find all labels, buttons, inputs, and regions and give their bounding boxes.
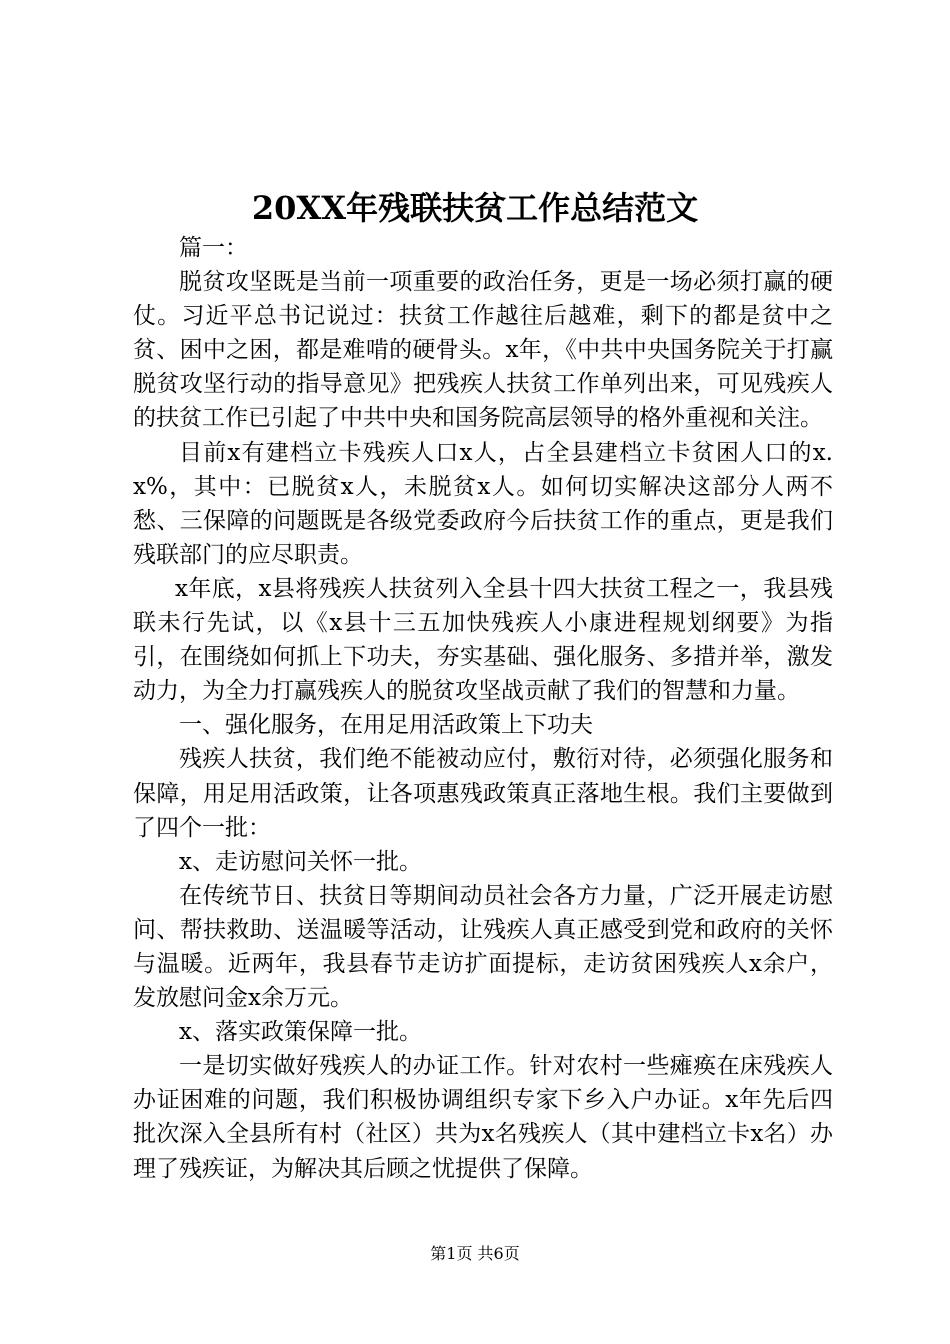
paragraph: 脱贫攻坚既是当前一项重要的政治任务，更是一场必须打赢的硬仗。习近平总书记说过：扶贫工作越往后越难，剩下的都是贫中之贫、困中之困，都是难啃的硬骨头。x年，《中共中央国务院关于打赢脱贫攻坚行动的指导意见》把残疾人扶贫工作单列出来，可见残疾人的扶贫工作已引起了中共中央和国务院高层领导的格外重视和关注。	[133, 269, 833, 432]
section-heading: 一、强化服务，在用足用活政策上下功夫	[179, 712, 593, 739]
subsection-heading: x、走访慰问关怀一批。	[179, 848, 422, 875]
section-label: 篇一：	[179, 235, 248, 261]
paragraph: 一是切实做好残疾人的办证工作。针对农村一些瘫痪在床残疾人办证困难的问题，我们积极协调组织专家下乡入户办证。x年先后四批次深入全县所有村（社区）共为x名残疾人（其中建档立卡x名）办理了残疾证，为解决其后顾之忧提供了保障。	[133, 1053, 833, 1182]
document-title: 20XX年残联扶贫工作总结范文	[251, 189, 699, 227]
paragraph: 残疾人扶贫，我们绝不能被动应付，敷衍对待，必须强化服务和保障，用足用活政策，让各项惠残政策真正落地生根。我们主要做到了四个一批：	[133, 746, 833, 841]
paragraph: x年底，x县将残疾人扶贫列入全县十四大扶贫工程之一，我县残联未行先试，以《x县十三五加快残疾人小康进程规划纲要》为指引，在围绕如何抓上下功夫，夯实基础、强化服务、多措并举，激发动力，为全力打赢残疾人的脱贫攻坚战贡献了我们的智慧和力量。	[133, 575, 833, 705]
paragraph: 目前x有建档立卡残疾人口x人，占全县建档立卡贫困人口的x.x%，其中：已脱贫x人，未脱贫x人。如何切实解决这部分人两不愁、三保障的问题既是各级党委政府今后扶贫工作的重点，更是我们残联部门的应尽职责。	[133, 439, 833, 568]
subsection-heading: x、落实政策保障一批。	[179, 1019, 422, 1046]
paragraph: 在传统节日、扶贫日等期间动员社会各方力量，广泛开展走访慰问、帮扶救助、送温暖等活动，让残疾人真正感受到党和政府的关怀与温暖。近两年，我县春节走访扩面提标，走访贫困残疾人x余户，发放慰问金x余万元。	[133, 882, 833, 1012]
document-body	[133, 231, 833, 1186]
page-footer: 第1页 共6页	[430, 1244, 520, 1263]
